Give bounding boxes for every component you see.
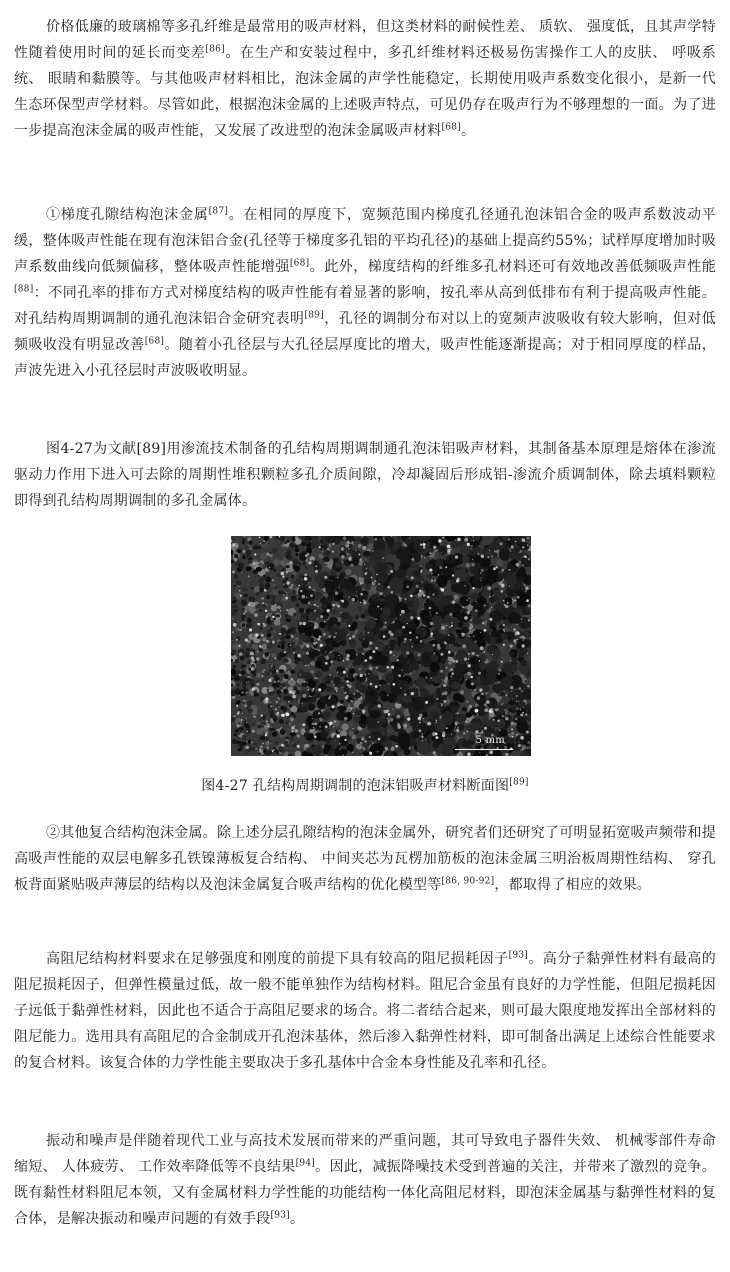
paragraph-6	[14, 1128, 716, 1232]
paragraph-text: 。	[289, 1211, 305, 1227]
paragraph-text: 。因此，减振降噪技术受到普遍的关注，并带来了激烈的竞争。既有黏性材料阻尼本领，又有金属材料力学性能的功能结构一体化高阻尼材料，即泡沫金属基与黏弹性材料的复合体，是解决振动和噪声问题的有效手段	[14, 1159, 716, 1227]
paragraph-text: 。高分子黏弹性材料有最高的阻尼损耗因子，但弹性模量过低，故一般不能单独作为结构材料。阻尼合金虽有良好的力学性能，但阻尼损耗因子远低于黏弹性材料，因此也不适合于高阻尼要求的场合。将二者结合起来，则可最大限度地发挥出全部材料的阻尼能力。选用具有高阻尼的合金制成开孔泡沫基体，然后渗入黏弹性材料，即可制备出满足上述综合性能要求的复合材料。该复合体的力学性能主要取决于多孔基体中合金本身性能及孔率和孔径。	[14, 951, 717, 1071]
citation-marker: [94]	[295, 1158, 316, 1169]
figure-caption	[14, 776, 716, 796]
citation-marker: [93]	[508, 950, 529, 961]
paragraph-1	[14, 14, 716, 144]
foam-cross-section-image	[231, 536, 531, 756]
paragraph-3	[14, 436, 716, 514]
foam-texture	[231, 536, 531, 756]
paragraph-5	[14, 946, 716, 1076]
citation-marker: [86, 90-92]	[441, 876, 495, 887]
paragraph-2	[14, 202, 716, 384]
citation-marker: [68]	[441, 122, 461, 133]
citation-marker: [87]	[208, 206, 229, 217]
paragraph-text: ，孔径的调制分布对以上的宽频声波吸收有较大影响，但对低频吸收没有明显改善	[14, 311, 717, 353]
scale-bar	[455, 749, 513, 750]
paragraph-text: ①梯度孔隙结构泡沫金属	[46, 207, 209, 223]
paragraph-text: 图4-27为文献[89]用渗流技术制备的孔结构周期调制通孔泡沫铝吸声材料，其制备基本原理是熔体在渗流驱动力作用下进入可去除的周期性堆积颗粒多孔介质间隙，冷却凝固后形成铝-渗流介质调制体，除去填料颗粒即得到孔结构周期调制的多孔金属体。	[14, 441, 716, 509]
citation-marker: [68]	[144, 336, 165, 347]
paragraph-text: 高阻尼结构材料要求在足够强度和刚度的前提下具有较高的阻尼损耗因子	[46, 951, 509, 967]
scale-bar-label: 5 mm	[475, 735, 505, 746]
paragraph-text: 振动和噪声是伴随着现代工业与高技术发展而带来的严重问题，其可导致电子器件失效、 机械零部件寿命缩短、 人体疲劳、 工作效率降低等不良结果	[14, 1133, 716, 1175]
paragraph-text: 。在相同的厚度下，宽频范围内梯度孔径通孔泡沫铝合金的吸声系数波动平缓，整体吸声性能在现有泡沫铝合金(孔径等于梯度多孔铝的平均孔径)的基础上提高约55%；试样厚度增加时吸声系数曲线向低频偏移，整体吸声性能增强	[14, 207, 717, 275]
citation-marker: [86]	[205, 44, 225, 55]
paragraph-text: ②其他复合结构泡沫金属。除上述分层孔隙结构的泡沫金属外，研究者们还研究了可明显拓宽吸声频带和提高吸声性能的双层电解多孔铁镍薄板复合结构、 中间夹芯为瓦楞加筋板的泡沫金属三明治板周期性结构、 穿孔板背面紧贴吸声薄层的结构以及泡沫金属复合吸声结构的优化模型等	[14, 825, 716, 893]
paragraph-text: 。	[460, 123, 476, 139]
paragraph-text: 。随着小孔径层与大孔径层厚度比的增大，吸声性能逐渐提高；对于相同厚度的样品，声波先进入小孔径层时声波吸收明显。	[14, 337, 717, 379]
caption-text: 图4-27 孔结构周期调制的泡沫铝吸声材料断面图	[201, 778, 510, 794]
paragraph-text: 。此外，梯度结构的纤维多孔材料还可有效地改善低频吸声性能	[309, 259, 717, 275]
citation-marker: [68]	[289, 258, 310, 269]
paragraph-text: ，都取得了相应的效果。	[494, 877, 652, 893]
paragraph-text: ：不同孔率的排布方式对梯度结构的吸声性能有着显著的影响，按孔率从高到低排布有利于提高吸声性能。对孔结构周期调制的通孔泡沫铝合金研究表明	[14, 285, 716, 327]
paragraph-text: 价格低廉的玻璃棉等多孔纤维是最常用的吸声材料，但这类材料的耐候性差、 质软、 强度低，且其声学特性随着使用时间的延长而变差	[14, 19, 716, 61]
paragraph-text: 。在生产和安装过程中，多孔纤维材料还极易伤害操作工人的皮肤、 呼吸系统、 眼睛和黏膜等。与其他吸声材料相比，泡沫金属的声学性能稳定，长期使用吸声系数变化很小，是新一代生态环保型声学材料。尽管如此，根据泡沫金属的上述吸声特点，可见仍存在吸声行为不够理想的一面。为了进一步提高泡沫金属的吸声性能，又发展了改进型的泡沫金属吸声材料	[14, 45, 716, 139]
citation-marker: [88]	[14, 284, 34, 295]
caption-citation: [89]	[509, 777, 529, 788]
paragraph-4	[14, 820, 716, 898]
citation-marker: [93]	[270, 1210, 290, 1221]
citation-marker: [89]	[304, 310, 324, 321]
